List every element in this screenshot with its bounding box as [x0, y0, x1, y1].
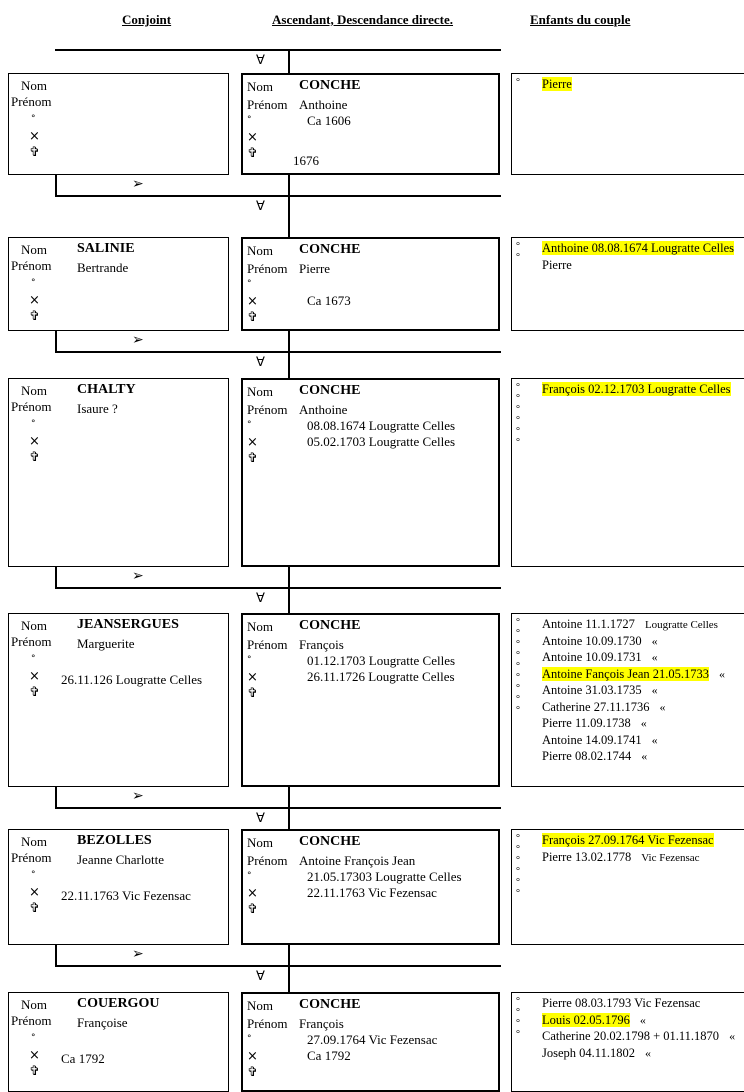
- ascendant-birth: Ca 1606: [307, 113, 351, 128]
- child-name: Pierre: [542, 77, 572, 91]
- prenom-label: Prénom: [11, 1013, 52, 1028]
- child-place: Lougratte Celles: [644, 619, 718, 631]
- connector-line: [55, 567, 57, 587]
- spouse-surname: CHALTY: [77, 382, 136, 397]
- header-spouse: Conjoint: [122, 12, 172, 27]
- ascendant-surname: CONCHE: [299, 242, 361, 257]
- header-ascendant: Ascendant, Descendance directe.: [272, 12, 454, 27]
- connector-line: [55, 331, 57, 351]
- bullet-icon: °: [516, 426, 520, 437]
- birth-icon: °: [247, 655, 252, 665]
- child-entry: [542, 1029, 735, 1044]
- ascendant-birth: 27.09.1764 Vic Fezensac: [307, 1032, 438, 1047]
- spouse-box: [8, 237, 229, 331]
- child-name: Antoine 10.09.1730: [542, 633, 642, 648]
- arrow-down-icon: ∀: [256, 199, 265, 214]
- child-place: «: [651, 732, 658, 747]
- arrow-down-icon: ∀: [256, 591, 265, 606]
- child-entry: [542, 634, 658, 649]
- nom-label: Nom: [21, 997, 47, 1012]
- prenom-label: Prénom: [11, 258, 52, 273]
- marriage-icon: ×: [29, 885, 40, 900]
- connector-line: [55, 195, 501, 197]
- nom-label: Nom: [21, 383, 47, 398]
- bullet-icon: °: [516, 628, 520, 639]
- nom-label: Nom: [21, 618, 47, 633]
- birth-icon: °: [31, 114, 36, 124]
- spouse-firstname: Isaure ?: [77, 401, 118, 416]
- ascendant-firstname: Pierre: [299, 261, 331, 276]
- spouse-firstname: Jeanne Charlotte: [77, 852, 164, 867]
- child-entry: [542, 996, 700, 1011]
- ascendant-birth: 08.08.1674 Lougratte Celles: [307, 418, 456, 433]
- children-box: [511, 73, 744, 175]
- child-name: Pierre: [542, 257, 572, 272]
- birth-icon: °: [247, 871, 252, 881]
- spouse-surname: JEANSERGUES: [77, 617, 179, 632]
- death-icon: ✞: [29, 309, 40, 324]
- marriage-icon: ×: [247, 886, 258, 901]
- children-box: [511, 378, 744, 567]
- marriage-icon: ×: [29, 293, 40, 308]
- prenom-label: Prénom: [11, 94, 52, 109]
- child-name: Louis 02.05.1796: [542, 1012, 630, 1027]
- birth-icon: °: [247, 115, 252, 125]
- top-connector-line: [55, 49, 501, 51]
- child-name: Antoine 31.03.1735: [542, 683, 642, 697]
- child-name: Catherine 27.11.1736: [542, 699, 650, 714]
- birth-icon: °: [31, 654, 36, 664]
- bullet-icon: °: [516, 241, 520, 252]
- birth-icon: °: [31, 1033, 36, 1043]
- child-place: «: [641, 749, 648, 763]
- ascendant-birth: 01.12.1703 Lougratte Celles: [307, 653, 456, 668]
- ascendant-firstname: François: [299, 637, 344, 652]
- prenom-label: Prénom: [247, 853, 288, 868]
- bullet-icon: °: [516, 694, 520, 705]
- spouse-box: [8, 829, 229, 945]
- arrow-right-icon: ➢: [132, 568, 144, 584]
- children-box: [511, 829, 744, 945]
- ascendant-firstname: Anthoine: [299, 402, 348, 417]
- ascendant-box: [241, 378, 500, 567]
- nom-label: Nom: [247, 998, 273, 1013]
- spouse-marriage: 22.11.1763 Vic Fezensac: [61, 888, 191, 903]
- marriage-icon: ×: [29, 669, 40, 684]
- spouse-marriage: 26.11.126 Lougratte Celles: [61, 672, 203, 687]
- ascendant-firstname: Antoine François Jean: [299, 853, 416, 868]
- bullet-icon: °: [516, 833, 520, 844]
- death-icon: ✞: [29, 450, 40, 465]
- ascendant-surname: CONCHE: [299, 78, 361, 93]
- child-name: François 27.09.1764 Vic Fezensac: [542, 833, 714, 847]
- child-name: Joseph 04.11.1802: [542, 1045, 635, 1060]
- death-icon: ✞: [29, 685, 40, 700]
- prenom-label: Prénom: [11, 634, 52, 649]
- child-place: «: [729, 1029, 736, 1043]
- prenom-label: Prénom: [247, 402, 288, 417]
- ascendant-surname: CONCHE: [299, 997, 361, 1012]
- bullet-icon: °: [516, 866, 520, 877]
- prenom-label: Prénom: [247, 97, 288, 112]
- ascendant-surname: CONCHE: [299, 618, 361, 633]
- death-icon: ✞: [29, 145, 40, 160]
- ascendant-death: 1676: [293, 153, 319, 168]
- child-name: Pierre 13.02.1778: [542, 849, 632, 864]
- child-entry: [542, 382, 731, 397]
- spouse-box: [8, 992, 229, 1092]
- children-box: [511, 613, 744, 787]
- children-box: [511, 237, 744, 331]
- nom-label: Nom: [21, 834, 47, 849]
- child-entry: [542, 241, 734, 256]
- ascendant-box: [241, 829, 500, 945]
- child-place: «: [639, 1012, 646, 1027]
- arrow-right-icon: ➢: [132, 788, 144, 804]
- ascendant-surname: CONCHE: [299, 383, 361, 398]
- prenom-label: Prénom: [11, 850, 52, 865]
- ascendant-marriage: 22.11.1763 Vic Fezensac: [307, 885, 437, 900]
- ascendant-firstname: François: [299, 1016, 344, 1031]
- death-icon: ✞: [29, 901, 40, 916]
- nom-label: Nom: [247, 619, 273, 634]
- spouse-surname: SALINIE: [77, 241, 135, 256]
- bullet-icon: °: [516, 415, 520, 426]
- spouse-box: [8, 378, 229, 567]
- prenom-label: Prénom: [11, 399, 52, 414]
- child-place: «: [659, 699, 666, 714]
- ascendant-marriage: 05.02.1703 Lougratte Celles: [307, 434, 456, 449]
- marriage-icon: ×: [247, 130, 258, 145]
- header-children: Enfants du couple: [530, 12, 631, 27]
- child-name: Catherine 20.02.1798 + 01.11.1870: [542, 1029, 720, 1043]
- connector-line: [288, 945, 290, 992]
- bullet-icon: °: [516, 672, 520, 683]
- bullet-icon: °: [516, 661, 520, 672]
- bullet-icon: °: [516, 382, 520, 393]
- spouse-surname: BEZOLLES: [77, 833, 152, 848]
- connector-line: [55, 807, 501, 809]
- bullet-icon: °: [516, 877, 520, 888]
- birth-icon: °: [31, 278, 36, 288]
- connector-line: [288, 567, 290, 613]
- death-icon: ✞: [247, 310, 258, 325]
- birth-icon: °: [247, 279, 252, 289]
- spouse-marriage: Ca 1792: [61, 1051, 105, 1066]
- bullet-icon: °: [516, 705, 520, 716]
- spouse-box: [8, 73, 229, 175]
- child-place: Vic Fezensac: [641, 851, 700, 864]
- child-name: Antoine 14.09.1741: [542, 732, 642, 747]
- connector-line: [55, 587, 501, 589]
- arrow-down-icon: ∀: [256, 355, 265, 370]
- child-name: Anthoine 08.08.1674 Lougratte Celles: [542, 241, 734, 255]
- nom-label: Nom: [21, 242, 47, 257]
- ascendant-box: [241, 73, 500, 175]
- bullet-icon: °: [516, 393, 520, 404]
- death-icon: ✞: [29, 1064, 40, 1079]
- child-name: Antoine 10.09.1731: [542, 650, 642, 664]
- marriage-icon: ×: [29, 1048, 40, 1063]
- nom-label: Nom: [247, 835, 273, 850]
- ascendant-marriage: Ca 1792: [307, 1048, 351, 1063]
- arrow-right-icon: ➢: [132, 332, 144, 348]
- child-name: Pierre 11.09.1738: [542, 716, 631, 730]
- bullet-icon: °: [516, 617, 520, 628]
- spouse-firstname: Françoise: [77, 1015, 128, 1030]
- child-place: «: [644, 1045, 651, 1060]
- child-entry: [542, 1046, 651, 1061]
- bullet-icon: °: [516, 888, 520, 899]
- child-entry: [542, 749, 647, 764]
- child-entry: [542, 833, 714, 848]
- connector-line: [55, 351, 501, 353]
- prenom-label: Prénom: [247, 637, 288, 652]
- marriage-icon: ×: [247, 1049, 258, 1064]
- bullet-icon: °: [516, 252, 520, 263]
- nom-label: Nom: [247, 243, 273, 258]
- bullet-icon: °: [516, 404, 520, 415]
- child-place: «: [640, 716, 647, 730]
- bullet-icon: °: [516, 844, 520, 855]
- arrow-down-icon: ∀: [256, 969, 265, 984]
- marriage-icon: ×: [29, 434, 40, 449]
- child-entry: [542, 258, 572, 273]
- ascendant-box: [241, 992, 500, 1092]
- prenom-label: Prénom: [247, 261, 288, 276]
- child-name: Pierre 08.02.1744: [542, 749, 632, 763]
- ascendant-birth: 21.05.17303 Lougratte Celles: [307, 869, 462, 884]
- connector-line: [55, 175, 57, 195]
- child-place: «: [651, 650, 658, 664]
- arrow-right-icon: ➢: [132, 946, 144, 962]
- death-icon: ✞: [247, 451, 258, 466]
- birth-icon: °: [247, 1034, 252, 1044]
- ascendant-surname: CONCHE: [299, 834, 361, 849]
- child-entry: [542, 683, 658, 698]
- bullet-icon: °: [516, 650, 520, 661]
- connector-line: [55, 787, 57, 807]
- nom-label: Nom: [247, 384, 273, 399]
- nom-label: Nom: [21, 78, 47, 93]
- child-place: «: [651, 633, 658, 648]
- ascendant-marriage: Ca 1673: [307, 293, 351, 308]
- spouse-firstname: Marguerite: [77, 636, 135, 651]
- child-entry: [542, 850, 700, 866]
- spouse-firstname: Bertrande: [77, 260, 129, 275]
- spouse-box: [8, 613, 229, 787]
- child-name: François 02.12.1703 Lougratte Celles: [542, 382, 731, 396]
- death-icon: ✞: [247, 902, 258, 917]
- bullet-icon: °: [516, 683, 520, 694]
- death-icon: ✞: [247, 686, 258, 701]
- bullet-icon: °: [516, 639, 520, 650]
- child-entry: [542, 700, 666, 715]
- bullet-icon: °: [516, 996, 520, 1007]
- bullet-icon: °: [516, 77, 520, 88]
- ascendant-marriage: 26.11.1726 Lougratte Celles: [307, 669, 455, 684]
- prenom-label: Prénom: [247, 1016, 288, 1031]
- children-box: [511, 992, 744, 1092]
- connector-line: [55, 945, 57, 965]
- bullet-icon: °: [516, 1007, 520, 1018]
- death-icon: ✞: [247, 1065, 258, 1080]
- child-entry: [542, 650, 658, 665]
- child-name: Antoine 11.1.1727: [542, 617, 635, 631]
- child-entry: [542, 733, 658, 748]
- connector-line: [55, 965, 501, 967]
- death-icon: ✞: [247, 146, 258, 161]
- connector-line: [288, 175, 290, 237]
- child-place: «: [719, 666, 725, 681]
- child-name: Antoine Fançois Jean 21.05.1733: [542, 666, 709, 681]
- birth-icon: °: [247, 420, 252, 430]
- ascendant-box: [241, 613, 500, 787]
- nom-label: Nom: [247, 79, 273, 94]
- child-entry: [542, 617, 718, 633]
- birth-icon: °: [31, 870, 36, 880]
- ascendant-box: [241, 237, 500, 331]
- arrow-down-icon: ∀: [256, 811, 265, 826]
- child-name: Pierre 08.03.1793 Vic Fezensac: [542, 996, 701, 1010]
- child-entry: [542, 716, 647, 731]
- child-place: «: [651, 683, 658, 697]
- top-vertical-line: [288, 51, 290, 73]
- child-entry: [542, 1013, 646, 1028]
- bullet-icon: °: [516, 855, 520, 866]
- birth-icon: °: [31, 419, 36, 429]
- connector-line: [288, 787, 290, 829]
- spouse-surname: COUERGOU: [77, 996, 160, 1011]
- marriage-icon: ×: [247, 294, 258, 309]
- child-entry: [542, 667, 725, 682]
- arrow-right-icon: ➢: [132, 176, 144, 192]
- arrow-down-icon: ∀: [256, 53, 265, 68]
- marriage-icon: ×: [247, 670, 258, 685]
- child-entry: [542, 77, 572, 92]
- marriage-icon: ×: [29, 129, 40, 144]
- bullet-icon: °: [516, 437, 520, 448]
- connector-line: [288, 331, 290, 378]
- bullet-icon: °: [516, 1029, 520, 1040]
- bullet-icon: °: [516, 1018, 520, 1029]
- ascendant-firstname: Anthoine: [299, 97, 348, 112]
- marriage-icon: ×: [247, 435, 258, 450]
